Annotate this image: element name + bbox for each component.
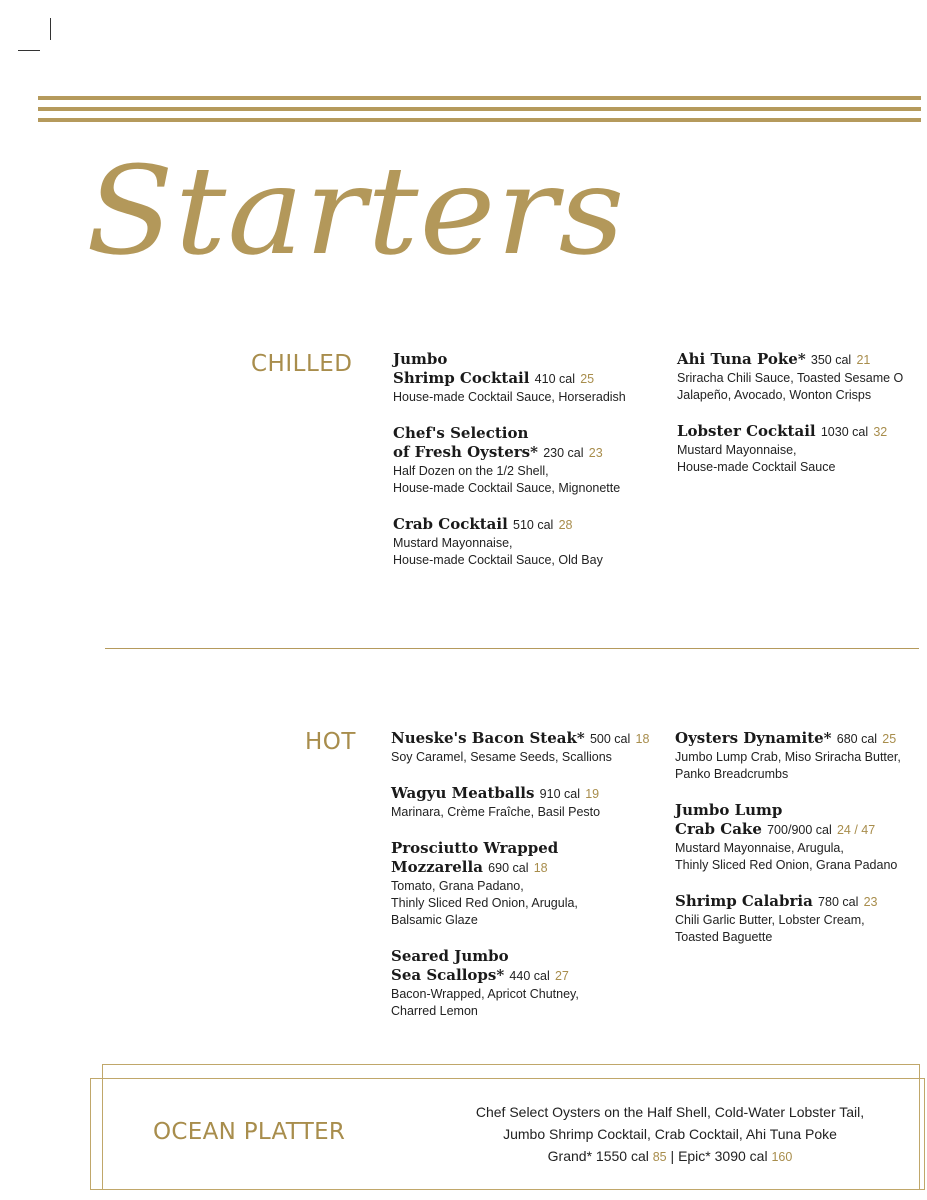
menu-item — [675, 892, 925, 946]
menu-item-name-line — [391, 784, 671, 804]
menu-item-name — [675, 729, 925, 749]
menu-item-name-text: of Fresh Oysters* — [393, 443, 538, 461]
hot-right-column — [675, 729, 925, 964]
menu-item-price: 25 — [580, 372, 595, 386]
menu-item-name-line — [675, 729, 925, 749]
menu-item — [393, 424, 668, 497]
menu-item-name — [391, 784, 671, 804]
menu-item-name-text: Crab Cake — [675, 820, 762, 838]
menu-item-name-line — [391, 947, 671, 966]
menu-item-description: Tomato, Grana Padano, — [391, 879, 524, 893]
stripe — [38, 107, 921, 111]
menu-item-description: Half Dozen on the 1/2 Shell, — [393, 464, 549, 478]
menu-item-name — [677, 350, 927, 370]
menu-item-name-text: Sea Scallops* — [391, 966, 505, 984]
menu-item-price: 25 — [882, 732, 897, 746]
menu-item-calories: 690 cal — [488, 861, 529, 875]
menu-item-name-line — [391, 858, 671, 878]
menu-item-name-text: Shrimp Cocktail — [393, 369, 530, 387]
menu-item-description: Mustard Mayonnaise, — [393, 536, 513, 550]
menu-item — [677, 422, 927, 476]
crop-mark-vertical — [50, 18, 51, 40]
platter-line-2: Jumbo Shrimp Cocktail, Crab Cocktail, Ahi Tuna Poke — [503, 1126, 837, 1142]
menu-item-name — [393, 350, 668, 389]
menu-item-calories: 780 cal — [818, 895, 859, 909]
menu-item-name-line — [393, 424, 668, 443]
menu-item-name-line — [675, 820, 925, 840]
platter-grand: Grand* 1550 cal — [547, 1148, 649, 1164]
menu-item-name-text: Lobster Cocktail — [677, 422, 816, 440]
menu-item-calories: 700/900 cal — [767, 823, 832, 837]
menu-item-calories: 230 cal — [543, 446, 584, 460]
menu-item-name-line — [393, 369, 668, 389]
menu-item-name-text: Ahi Tuna Poke* — [677, 350, 806, 368]
menu-item-name — [675, 801, 925, 840]
menu-item — [391, 729, 671, 766]
menu-item-price: 21 — [856, 353, 871, 367]
menu-item-description: House-made Cocktail Sauce, Horseradish — [393, 390, 626, 404]
menu-item-description: Bacon-Wrapped, Apricot Chutney, — [391, 987, 579, 1001]
menu-item-calories: 680 cal — [836, 732, 878, 746]
menu-item-price: 18 — [635, 732, 650, 746]
menu-item-name-text: Nueske's Bacon Steak* — [391, 729, 585, 747]
chilled-right-column — [677, 350, 927, 494]
platter-epic: Epic* 3090 cal — [678, 1148, 768, 1164]
section-label-hot: HOT — [305, 729, 356, 755]
platter-grand-price: 85 — [652, 1150, 667, 1164]
menu-item-description: Sriracha Chili Sauce, Toasted Sesame O — [677, 371, 904, 385]
menu-item-name-text: Oysters Dynamite* — [675, 729, 832, 747]
menu-item-name-line — [675, 801, 925, 820]
menu-item-description: House-made Cocktail Sauce, Old Bay — [393, 553, 603, 567]
menu-item-description: Thinly Sliced Red Onion, Arugula, — [391, 896, 578, 910]
platter-epic-price: 160 — [771, 1150, 793, 1164]
menu-item — [677, 350, 927, 404]
menu-item — [675, 801, 925, 874]
menu-item-description: Toasted Baguette — [675, 930, 773, 944]
menu-item-calories: 510 cal — [513, 518, 554, 532]
menu-item-calories: 410 cal — [534, 372, 575, 386]
menu-item — [393, 350, 668, 406]
stripe — [38, 96, 921, 100]
menu-item-description: Marinara, Crème Fraîche, Basil Pesto — [391, 805, 601, 819]
menu-item-name-line — [677, 422, 927, 442]
menu-item-name-line — [675, 892, 925, 912]
menu-item-name-text: Crab Cocktail — [393, 515, 508, 533]
section-label-chilled: CHILLED — [251, 351, 353, 377]
menu-item-calories: 1030 cal — [820, 425, 869, 439]
hot-left-column — [391, 729, 671, 1038]
platter-separator: | — [670, 1148, 675, 1164]
platter-sizes — [440, 1145, 900, 1168]
menu-item-name-text: Shrimp Calabria — [675, 892, 813, 910]
menu-item-description: House-made Cocktail Sauce, Mignonette — [393, 481, 621, 495]
menu-item-name — [677, 422, 927, 442]
menu-item-description: Thinly Sliced Red Onion, Grana Padano — [675, 858, 898, 872]
menu-item-name-text: Chef's Selection — [393, 424, 529, 442]
menu-item-price: 18 — [533, 861, 548, 875]
menu-item-price: 32 — [873, 425, 888, 439]
menu-item — [393, 515, 668, 569]
menu-item-price: 23 — [863, 895, 878, 909]
menu-item-description: Chili Garlic Butter, Lobster Cream, — [675, 913, 865, 927]
menu-item-calories: 440 cal — [509, 969, 550, 983]
menu-item-name — [391, 839, 671, 878]
ocean-platter-description — [440, 1101, 900, 1168]
menu-item-price: 23 — [588, 446, 603, 460]
menu-item-description: Soy Caramel, Sesame Seeds, Scallions — [391, 750, 612, 764]
menu-item-name — [393, 424, 668, 463]
menu-item-name-text: Seared Jumbo — [391, 947, 509, 965]
menu-item-name-text: Mozzarella — [391, 858, 483, 876]
menu-item-description: Mustard Mayonnaise, Arugula, — [675, 841, 844, 855]
section-divider — [105, 648, 919, 649]
menu-item-description: Balsamic Glaze — [391, 913, 478, 927]
menu-item-description: Jalapeño, Avocado, Wonton Crisps — [677, 388, 872, 402]
menu-item-calories: 350 cal — [810, 353, 852, 367]
page-title: Starters — [86, 140, 626, 282]
menu-item-description: Panko Breadcrumbs — [675, 767, 789, 781]
crop-mark-horizontal — [18, 50, 40, 51]
menu-item-description: Mustard Mayonnaise, — [677, 443, 797, 457]
header-stripes — [38, 96, 921, 129]
platter-line-1: Chef Select Oysters on the Half Shell, Cold-Water Lobster Tail, — [475, 1104, 865, 1120]
menu-item — [391, 839, 671, 929]
menu-item-name-line — [391, 729, 671, 749]
menu-item-calories: 910 cal — [539, 787, 580, 801]
menu-item-name-line — [391, 966, 671, 986]
menu-item-name — [391, 729, 671, 749]
menu-item-description: Jumbo Lump Crab, Miso Sriracha Butter, — [675, 750, 901, 764]
menu-item-name — [675, 892, 925, 912]
menu-item-name-line — [391, 839, 671, 858]
menu-item-price: 27 — [554, 969, 569, 983]
menu-item — [391, 784, 671, 821]
menu-item-price: 24 / 47 — [836, 823, 876, 837]
menu-item-name — [391, 947, 671, 986]
chilled-left-column — [393, 350, 668, 587]
menu-item-name-line — [393, 515, 668, 535]
menu-item-description: Charred Lemon — [391, 1004, 478, 1018]
menu-item-calories: 500 cal — [589, 732, 631, 746]
menu-item — [675, 729, 925, 783]
menu-item-name-line — [677, 350, 927, 370]
menu-item-name-text: Wagyu Meatballs — [391, 784, 535, 802]
menu-item-name-text: Jumbo Lump — [675, 801, 783, 819]
menu-item-name-line — [393, 350, 668, 369]
menu-item-description: House-made Cocktail Sauce — [677, 460, 836, 474]
menu-item-name-line — [393, 443, 668, 463]
stripe — [38, 118, 921, 122]
ocean-platter-label: OCEAN PLATTER — [153, 1119, 346, 1145]
menu-item-price: 28 — [558, 518, 573, 532]
menu-item — [391, 947, 671, 1020]
menu-item-price: 19 — [585, 787, 600, 801]
menu-item-name — [393, 515, 668, 535]
menu-item-name-text: Prosciutto Wrapped — [391, 839, 559, 857]
menu-item-name-text: Jumbo — [393, 350, 448, 368]
